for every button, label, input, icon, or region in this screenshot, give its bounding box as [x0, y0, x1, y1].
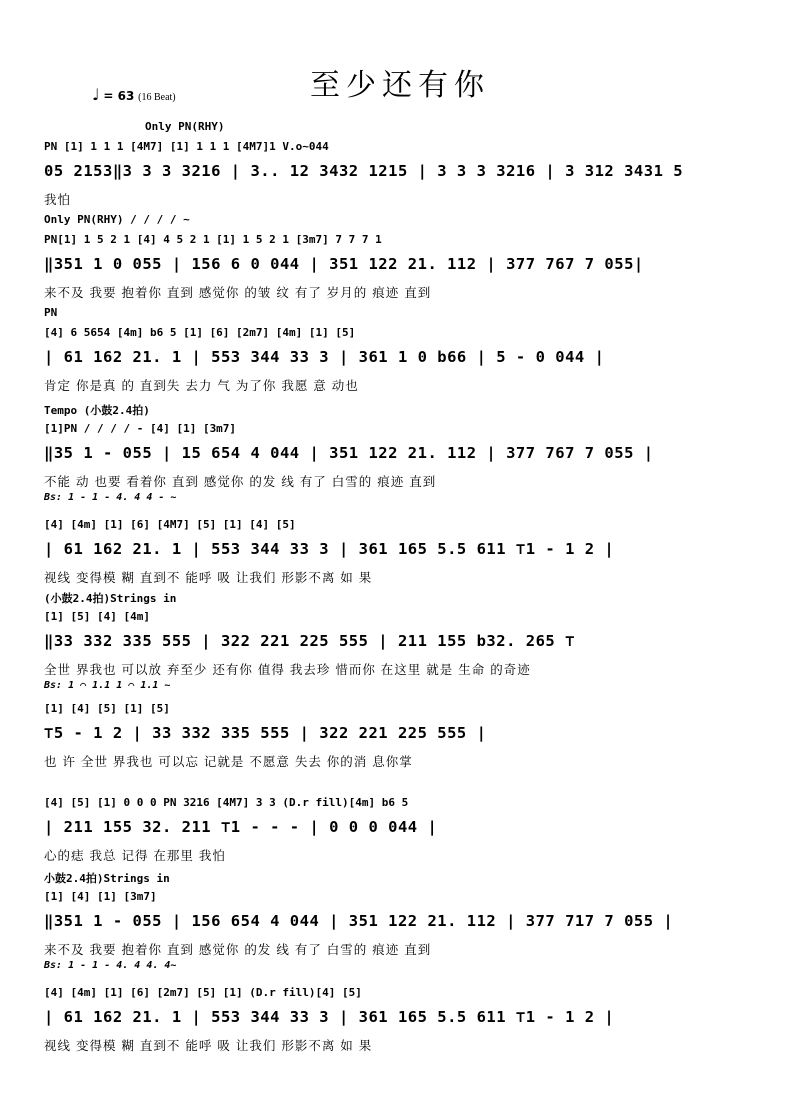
chord-row: [1]PN / / / / - [4] [1] [3m7]: [44, 422, 237, 435]
melody-row: ‖35 1 - 055 | 15 654 4 044 | 351 122 21. 112 | 377 767 7 055 |: [44, 444, 654, 462]
bass-row: [44, 1056, 764, 1070]
lyric-row: 我怕: [44, 192, 72, 207]
bass-row: [44, 772, 764, 786]
section-label: 小鼓2.4拍)Strings in: [44, 872, 170, 885]
lyric-row: 视线 变得模 糊 直到不 能呼 吸 让我们 形影不离 如 果: [44, 1038, 373, 1053]
chord-row: [4] [4m] [1] [6] [4M7] [5] [1] [4] [5]: [44, 518, 296, 531]
song-title: 至少还有你: [310, 68, 490, 103]
melody-row: | 61 162 21. 1 | 553 344 33 3 | 361 165 5.5 611 ⊤1 - 1 2 |: [44, 540, 615, 558]
tempo-marking: [92, 85, 176, 104]
bass-row: Bs: 1 - 1 - 4. 4 4. 4~: [44, 960, 177, 971]
lyric-row: 不能 动 也要 看着你 直到 感觉你 的发 线 有了 白雪的 痕迹 直到: [44, 474, 437, 489]
section-label: (小鼓2.4拍)Strings in: [44, 592, 177, 605]
bass-row: Bs: 1 ⌒ 1.1 1 ⌒ 1.1 ~: [44, 680, 171, 691]
chord-row: PN [1] 1 1 1 [4M7] [1] 1 1 1 [4M7]1 V.o~044: [44, 140, 329, 153]
quarter-note-icon: ♩: [92, 85, 100, 104]
section-label: PN: [44, 306, 58, 319]
chord-row: [1] [5] [4] [4m]: [44, 610, 150, 623]
section-label: Only PN(RHY): [145, 120, 225, 133]
tempo-bpm: = 63: [103, 89, 135, 103]
melody-row: | 61 162 21. 1 | 553 344 33 3 | 361 1 0 b66 | 5 - 0 044 |: [44, 348, 605, 366]
chord-row: [1] [4] [1] [3m7]: [44, 890, 157, 903]
lyric-row: 视线 变得模 糊 直到不 能呼 吸 让我们 形影不离 如 果: [44, 570, 373, 585]
lyric-row: 全世 界我也 可以放 弃至少 还有你 值得 我去珍 惜而你 在这里 就是 生命 的奇迹: [44, 662, 531, 677]
chord-row: [4] 6 5654 [4m] b6 5 [1] [6] [2m7] [4m] [1] [5]: [44, 326, 356, 339]
section-label: Tempo (小鼓2.4拍): [44, 404, 150, 417]
chord-row: PN[1] 1 5 2 1 [4] 4 5 2 1 [1] 1 5 2 1 [3m7] 7 7 7 1: [44, 233, 382, 246]
melody-row: | 211 155 32. 211 ⊤1 - - - | 0 0 0 044 |: [44, 818, 438, 836]
bass-row: [44, 396, 764, 410]
melody-row: ‖351 1 - 055 | 156 654 4 044 | 351 122 21. 112 | 377 717 7 055 |: [44, 912, 674, 930]
bass-row: [44, 303, 764, 317]
melody-row: | 61 162 21. 1 | 553 344 33 3 | 361 165 5.5 611 ⊤1 - 1 2 |: [44, 1008, 615, 1026]
bass-row: Bs: 1 - 1 - 4. 4 4 - ~: [44, 492, 177, 503]
chord-row: [4] [5] [1] 0 0 0 PN 3216 [4M7] 3 3 (D.r fill)[4m] b6 5: [44, 796, 409, 809]
melody-row: ‖351 1 0 055 | 156 6 0 044 | 351 122 21. 112 | 377 767 7 055|: [44, 255, 644, 273]
lyric-row: 来不及 我要 抱着你 直到 感觉你 的发 线 有了 白雪的 痕迹 直到: [44, 942, 432, 957]
chord-row: [1] [4] [5] [1] [5]: [44, 702, 170, 715]
lyric-row: 来不及 我要 抱着你 直到 感觉你 的皱 纹 有了 岁月的 痕迹 直到: [44, 285, 432, 300]
lyric-row: 也 许 全世 界我也 可以忘 记就是 不愿意 失去 你的消 息你掌: [44, 754, 413, 769]
lyric-row: 肯定 你是真 的 直到失 去力 气 为了你 我愿 意 动也: [44, 378, 359, 393]
section-label: Only PN(RHY) / / / / ~: [44, 213, 190, 226]
melody-row: ⊤5 - 1 2 | 33 332 335 555 | 322 221 225 555 |: [44, 724, 487, 742]
melody-row: 05 2153‖3 3 3 3216 | 3.. 12 3432 1215 | 3 3 3 3216 | 3 312 3431 5: [44, 162, 684, 180]
chord-row: [4] [4m] [1] [6] [2m7] [5] [1] (D.r fill)[4] [5]: [44, 986, 362, 999]
melody-row: ‖33 332 335 555 | 322 221 225 555 | 211 155 b32. 265 ⊤: [44, 632, 575, 650]
tempo-beat: (16 Beat): [138, 92, 176, 103]
lyric-row: 心的痣 我总 记得 在那里 我怕: [44, 848, 226, 863]
